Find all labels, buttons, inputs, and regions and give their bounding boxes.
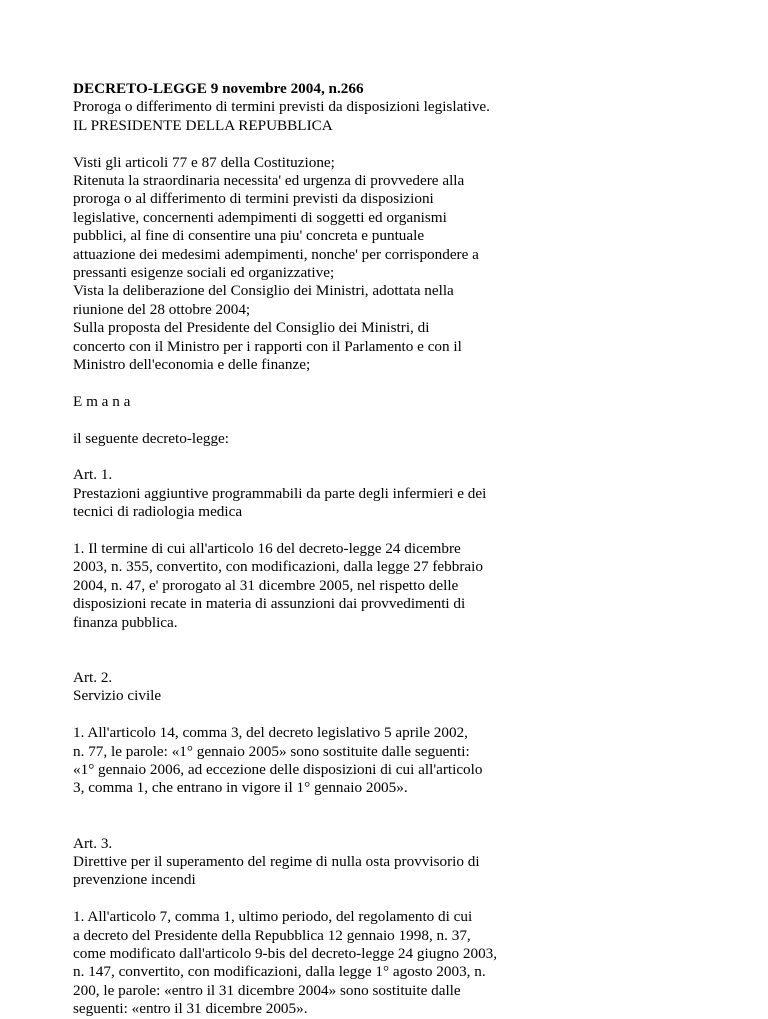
spacer xyxy=(73,135,713,153)
spacer xyxy=(73,890,713,908)
preamble-line: legislative, concernenti adempimenti di soggetti ed organismi xyxy=(73,208,447,226)
preamble-line: attuazione dei medesimi adempimenti, nonche' per corrispondere a xyxy=(73,245,479,263)
article-body-line: 3, comma 1, che entrano in vigore il 1° gennaio 2005». xyxy=(73,779,408,797)
decree-title: DECRETO-LEGGE 9 novembre 2004, n.266 xyxy=(73,80,364,97)
spacer xyxy=(73,706,713,724)
spacer xyxy=(73,448,713,466)
article-body-line: n. 77, le parole: «1° gennaio 2005» sono sostituite dalle seguenti: xyxy=(73,742,470,760)
article-body-line: 200, le parole: «entro il 31 dicembre 2004» sono sostituite dalle xyxy=(73,981,461,999)
preamble-line: Sulla proposta del Presidente del Consiglio dei Ministri, di xyxy=(73,319,430,337)
spacer xyxy=(73,632,713,669)
article-title: Servizio civile xyxy=(73,687,162,705)
document-header xyxy=(73,80,713,135)
article-body-line: seguenti: «entro il 31 dicembre 2005». xyxy=(73,1000,308,1018)
article-body-line: 1. Il termine di cui all'articolo 16 del decreto-legge 24 dicembre xyxy=(73,540,461,558)
spacer xyxy=(73,798,713,835)
preamble-line: proroga o al differimento di termini previsti da disposizioni xyxy=(73,190,434,208)
preamble-line: riunione del 28 ottobre 2004; xyxy=(73,300,251,318)
preamble-line: Vista la deliberazione del Consiglio dei Ministri, adottata nella xyxy=(73,282,454,300)
article-body-line: a decreto del Presidente della Repubblica 12 gennaio 1998, n. 37, xyxy=(73,926,471,944)
preamble-line: concerto con il Ministro per i rapporti con il Parlamento e con il xyxy=(73,337,462,355)
article-number: Art. 1. xyxy=(73,466,113,484)
decree-intro: il seguente decreto-legge: xyxy=(73,429,230,447)
preamble xyxy=(73,154,713,375)
article-body-line: 1. All'articolo 7, comma 1, ultimo periodo, del regolamento di cui xyxy=(73,908,473,926)
article-title: tecnici di radiologia medica xyxy=(73,503,243,521)
article-number: Art. 3. xyxy=(73,834,113,852)
preamble-line: Visti gli articoli 77 e 87 della Costituzione; xyxy=(73,153,335,171)
preamble-line: Ministro dell'economia e delle finanze; xyxy=(73,356,311,374)
document-page xyxy=(73,80,713,1019)
preamble-line: Ritenuta la straordinaria necessita' ed urgenza di provvedere alla xyxy=(73,172,465,190)
article-title: prevenzione incendi xyxy=(73,871,196,889)
emana-heading: E m a n a xyxy=(73,392,131,410)
spacer xyxy=(73,411,713,429)
article-title: Prestazioni aggiuntive programmabili da parte degli infermieri e dei xyxy=(73,484,487,502)
decree-issuer: IL PRESIDENTE DELLA REPUBBLICA xyxy=(73,116,333,134)
article-body-line: 2004, n. 47, e' prorogato al 31 dicembre 2005, nel rispetto delle xyxy=(73,576,459,594)
article-body-line: come modificato dall'articolo 9-bis del decreto-legge 24 giugno 2003, xyxy=(73,944,498,962)
article-body-line: n. 147, convertito, con modificazioni, dalla legge 1° agosto 2003, n. xyxy=(73,963,486,981)
spacer xyxy=(73,522,713,540)
article-body-line: finanza pubblica. xyxy=(73,613,178,631)
decree-subtitle: Proroga o differimento di termini previsti da disposizioni legislative. xyxy=(73,98,490,116)
preamble-line: pressanti esigenze sociali ed organizzative; xyxy=(73,264,335,282)
spacer xyxy=(73,374,713,392)
article-1 xyxy=(73,466,713,632)
article-body-line: disposizioni recate in materia di assunzioni dai provvedimenti di xyxy=(73,595,466,613)
article-number: Art. 2. xyxy=(73,668,113,686)
article-title: Direttive per il superamento del regime di nulla osta provvisorio di xyxy=(73,852,480,870)
article-body-line: 2003, n. 355, convertito, con modificazioni, dalla legge 27 febbraio xyxy=(73,558,483,576)
article-body-line: «1° gennaio 2006, ad eccezione delle disposizioni di cui all'articolo xyxy=(73,760,483,778)
preamble-line: pubblici, al fine di consentire una piu' concreta e puntuale xyxy=(73,227,425,245)
article-2 xyxy=(73,669,713,798)
article-body-line: 1. All'articolo 14, comma 3, del decreto legislativo 5 aprile 2002, xyxy=(73,724,468,742)
article-3 xyxy=(73,835,713,1019)
